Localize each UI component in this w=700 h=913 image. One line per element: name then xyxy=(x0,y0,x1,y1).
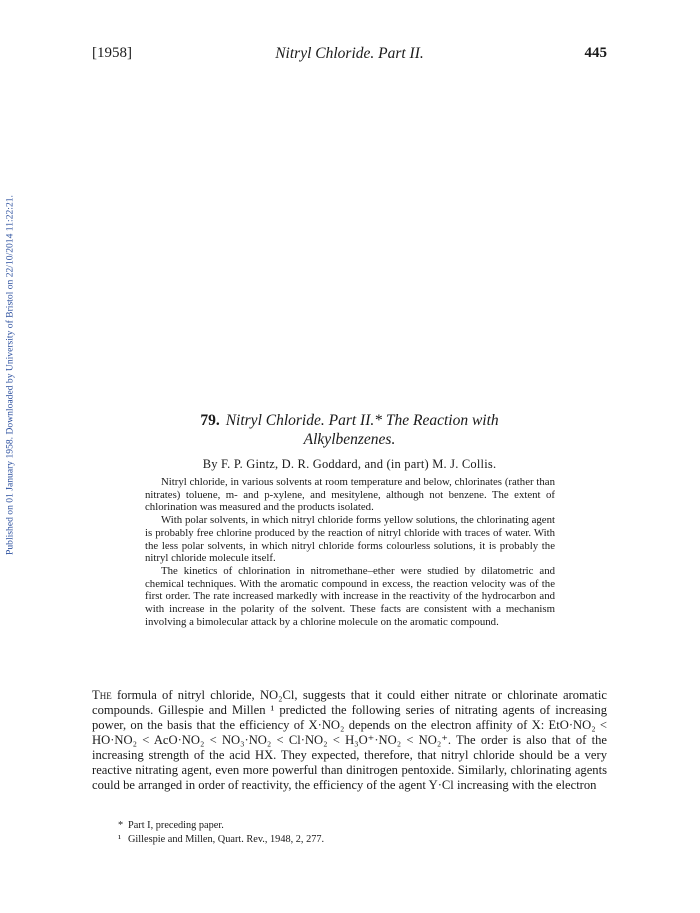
footnote xyxy=(118,819,598,833)
article-title xyxy=(92,411,607,449)
footnote xyxy=(118,833,598,847)
footnote-text: Part I, preceding paper. xyxy=(128,820,224,831)
page-number: 445 xyxy=(584,45,607,61)
footnote-text: Gillespie and Millen, Quart. Rev., 1948, 2, 277. xyxy=(128,834,325,845)
running-title: Nitryl Chloride. Part II. xyxy=(275,45,424,62)
download-notice-sidebar xyxy=(2,160,18,590)
article-title-line2: Alkylbenzenes. xyxy=(303,431,396,448)
journal-year: [1958] xyxy=(92,45,132,61)
running-head xyxy=(92,45,607,65)
footnote-mark: * xyxy=(118,820,124,831)
article-heading xyxy=(92,411,607,472)
lead-word: The xyxy=(92,688,112,702)
abstract-paragraph: With polar solvents, in which nitryl chloride forms yellow solutions, the chlorinating agent is probably free chlorine produced by the reaction of nitryl chloride with traces of water. With the less polar solvents, in which nitryl chloride forms colourless solutions, it is probably the nitryl chloride molecule itself. xyxy=(145,514,555,565)
abstract-paragraph: The kinetics of chlorination in nitromethane–ether were studied by dilatometric and chemical techniques. With the aromatic compound in excess, the reaction velocity was of the first order. The rate increased markedly with increase in the reactivity of the hydrocarbon and with increase in the polarity of the solvent. These facts are consistent with a mechanism involving a bimolecular attack by a chlorine molecule on the aromatic compound. xyxy=(145,564,555,628)
abstract-paragraph: Nitryl chloride, in various solvents at room temperature and below, chlorinates (rather than nitrates) toluene, m- and p-xylene, and mesitylene, although not benzene. The extent of chlorination was measured and the products isolated. xyxy=(145,476,555,514)
article-title-line1: Nitryl Chloride. Part II.* The Reaction with xyxy=(225,412,499,429)
footnotes xyxy=(118,819,598,847)
abstract xyxy=(145,476,555,628)
article-number: 79. xyxy=(200,412,220,429)
footnote-mark: ¹ xyxy=(118,834,122,845)
body-paragraph-text: formula of nitryl chloride, NO₂Cl, suggests that it could either nitrate or chlorinate aromatic compounds. Gillespie and Millen ¹ predicted the following series of nitrating agents of increasing power, on the basis that the efficiency of X·NO₂ depends on the electron affinity of X: EtO·NO₂ < HO·NO₂ < AcO·NO₂ < NO₃·NO₂ < Cl·NO₂ < H₃O⁺·NO₂ < NO₂⁺. The order is also that of the increasing strength of the acid HX. They expected, therefore, that nitryl chloride should be a very reactive nitrating agent, even more powerful than dinitrogen pentoxide. Similarly, chlorinating agents could be arranged in order of reactivity, the efficiency of the agent Y·Cl increasing with the electron xyxy=(92,688,607,792)
main-text xyxy=(92,688,607,793)
body-paragraph xyxy=(92,688,607,793)
download-notice-text: Published on 01 January 1958. Downloaded by University of Bristol on 22/10/2014 11:22:21. xyxy=(4,195,16,555)
author-line: By F. P. Gintz, D. R. Goddard, and (in part) M. J. Collis. xyxy=(202,457,497,471)
